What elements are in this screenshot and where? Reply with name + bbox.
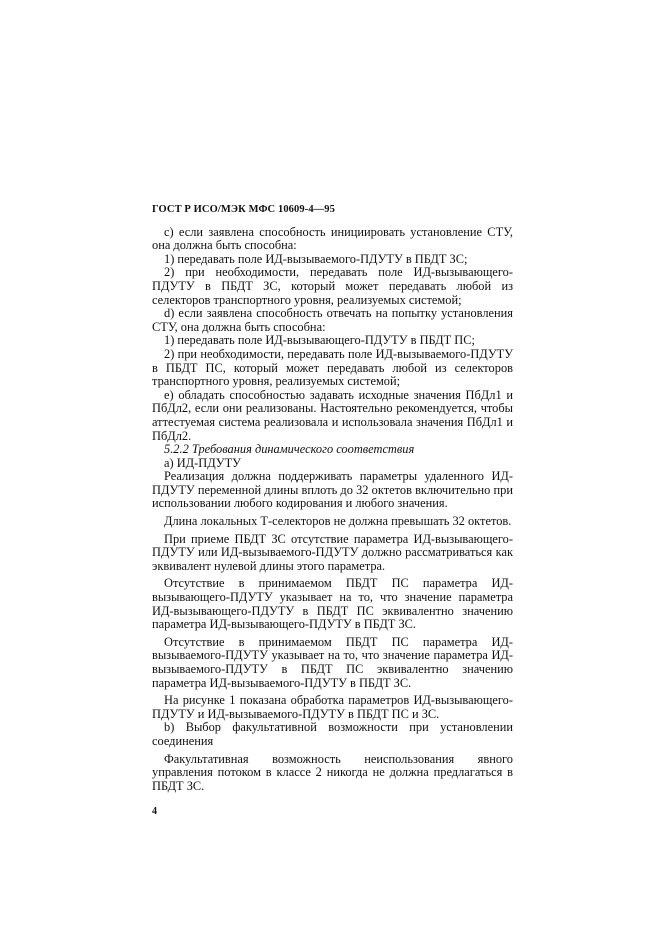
paragraph-d1: 1) передавать поле ИД-вызывающего-ПДУТУ в ПБДТ ПС; — [164, 333, 475, 348]
document-header: ГОСТ Р ИСО/МЭК МФС 10609-4—95 — [152, 204, 335, 215]
paragraph-c: c) если заявлена способность инициировать установление СТУ, она должна быть способна: — [152, 224, 513, 253]
paragraph-d: d) если заявлена способность отвечать на попытку установления СТУ, она должна быть способна: — [152, 306, 513, 334]
subsection-heading-b: b) Выбор факультативной возможности при установлении соединения — [152, 720, 513, 748]
paragraph-figure-ref: На рисунке 1 показана обработка параметров ИД-вызывающего-ПДУТУ и ИД-вызываемого-ПДУТУ в ПБДТ ПС и ЗС. — [152, 693, 513, 721]
paragraph-d2: 2) при необходимости, передавать поле ИД-вызываемого-ПДУТУ в ПБДТ ПС, который может передавать любой из селекторов транспортного уровня, реализуемых системой; — [152, 346, 513, 389]
paragraph-absence-called: Отсутствие в принимаемом ПБДТ ПС параметра ИД-вызываемого-ПДУТУ указывает на то, что значение параметра ИД-вызываемого-ПДУТУ в ПБДТ ПС эквивалентно значению параметра ИД-вызываемого-ПДУТУ в ПБДТ ЗС. — [152, 634, 513, 690]
section-heading-5-2-2: 5.2.2 Требования динамического соответствия — [164, 442, 415, 457]
page-number: 4 — [152, 806, 157, 818]
paragraph-c1: 1) передавать поле ИД-вызываемого-ПДУТУ в ПБДТ ЗС; — [164, 251, 468, 266]
paragraph-local-selectors: Длина локальных Т-селекторов не должна превышать 32 октетов. — [164, 514, 512, 529]
paragraph-flow-control: Факультативная возможность неиспользования явного управления потоком в классе 2 никогда не должна предлагаться в ПБДТ ЗС. — [152, 751, 513, 793]
paragraph-c2: 2) при необходимости, передавать поле ИД-вызывающего-ПДУТУ в ПБДТ ЗС, который может передавать любой из селекторов транспортного уровня, реализуемых системой; — [152, 265, 513, 307]
paragraph-receive-cr: При приеме ПБДТ ЗС отсутствие параметра ИД-вызывающего-ПДУТУ или ИД-вызываемого-ПДУТУ должно рассматриваться как эквивалент нулевой длины этого параметра. — [152, 531, 513, 573]
paragraph-e: e) обладать способностью задавать исходные значения ПбДл1 и ПбДл2, если они реализованы. Настоятельно рекомендуется, чтобы аттестуемая система реализовала и использовала значения ПбДл1 и ПбДл2. — [152, 387, 513, 443]
paragraph-implementation: Реализация должна поддерживать параметры удаленного ИД-ПДУТУ переменной длины вплоть до 32 октетов включительно при использовании любого кодирования и любого значения. — [152, 469, 513, 511]
document-page — [152, 203, 513, 819]
subsection-heading-a: a) ИД-ПДУТУ — [164, 455, 241, 470]
paragraph-absence-calling: Отсутствие в принимаемом ПБДТ ПС параметра ИД-вызывающего-ПДУТУ указывает на то, что значение параметра ИД-вызывающего-ПДУТУ в ПБДТ ПС эквивалентно значению параметра ИД-вызывающего-ПДУТУ в ПБДТ ЗС. — [152, 576, 513, 632]
